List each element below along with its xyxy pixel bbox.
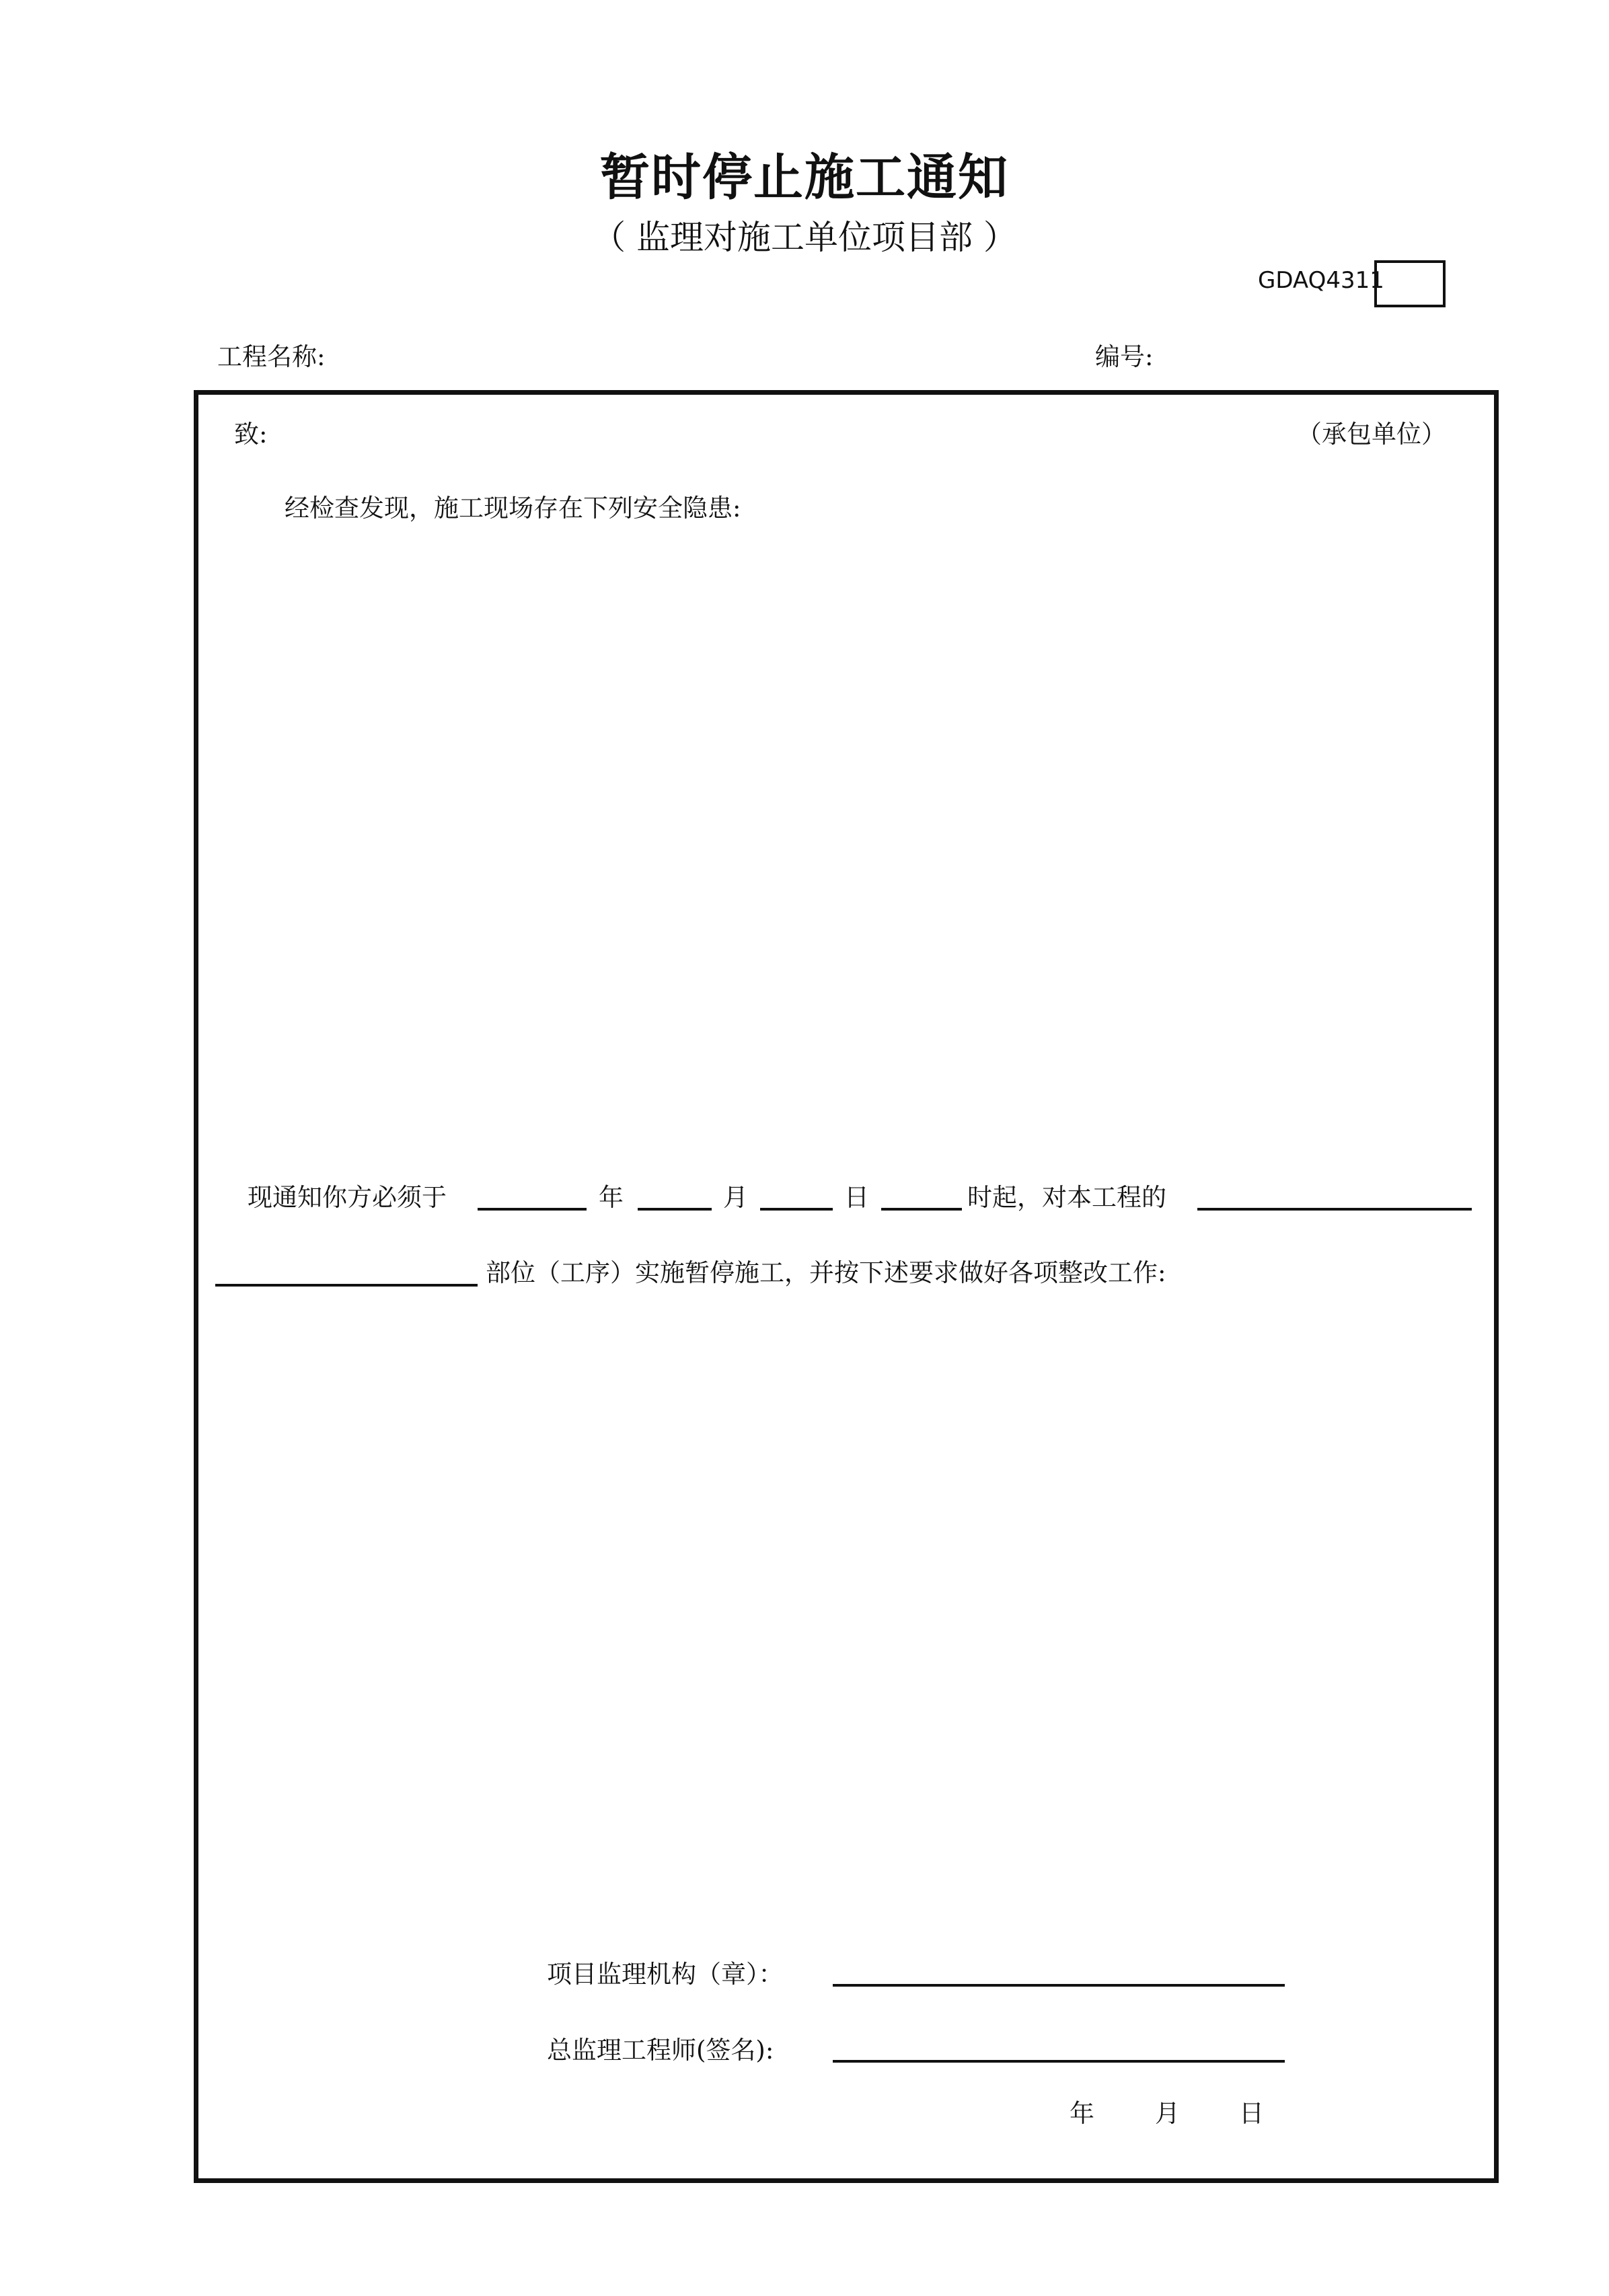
finding-text: 经检查发现，施工现场存在下列安全隐患: [285,494,741,523]
org-seal-label: 项目监理机构（章）： [547,1960,784,1989]
month-blank[interactable] [638,1208,712,1211]
sign-day-label: 日 [1239,2099,1264,2128]
engineer-sign-line[interactable] [833,2060,1285,2063]
org-seal-line[interactable] [833,1984,1285,1987]
year-label: 年 [599,1183,624,1212]
page-subtitle: （ 监理对施工单位项目部 ） [592,218,1017,257]
scope-blank-2[interactable] [215,1284,478,1287]
sign-month-label: 月 [1155,2099,1180,2128]
hour-text: 时起，对本工程的 [967,1183,1166,1212]
contractor-label: （承包单位） [1297,420,1446,449]
hour-blank[interactable] [881,1208,962,1211]
form-code: GDAQ4311 [1258,267,1384,294]
day-blank[interactable] [760,1208,833,1211]
sign-year-label: 年 [1070,2099,1094,2128]
form-code-box[interactable] [1374,260,1446,307]
day-label: 日 [844,1183,869,1212]
month-label: 月 [723,1183,748,1212]
year-blank[interactable] [478,1208,587,1211]
scope-blank-1[interactable] [1197,1208,1472,1211]
to-label: 致: [234,420,268,449]
stop-text: 部位（工序）实施暂停施工，并按下述要求做好各项整改工作: [486,1258,1166,1287]
engineer-sign-label: 总监理工程师(签名): [547,2036,774,2065]
page-title: 暂时停止施工通知 [600,149,1009,206]
project-name-label: 工程名称: [217,342,326,371]
notice-prefix: 现通知你方必须于 [248,1183,447,1212]
number-label: 编号: [1095,342,1154,371]
